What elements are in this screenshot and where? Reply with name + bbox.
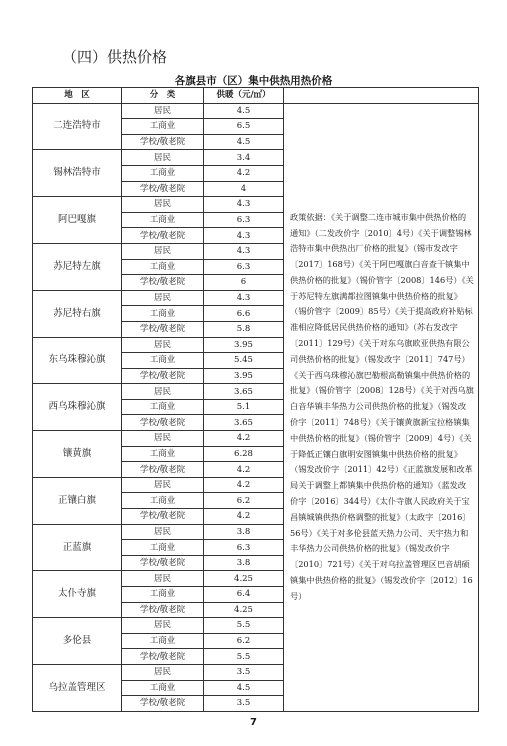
category-cell: 学校/敬老院 bbox=[122, 228, 204, 244]
price-cell: 5.5 bbox=[204, 618, 284, 634]
price-cell: 4.5 bbox=[204, 134, 284, 150]
price-cell: 4.2 bbox=[204, 477, 284, 493]
price-cell: 5.45 bbox=[204, 353, 284, 369]
header-price: 供暖（元/㎡） bbox=[204, 88, 284, 104]
price-cell: 6 bbox=[204, 275, 284, 291]
price-cell: 6.4 bbox=[204, 587, 284, 603]
price-cell: 4.3 bbox=[204, 197, 284, 213]
price-cell: 3.8 bbox=[204, 524, 284, 540]
price-cell: 4.3 bbox=[204, 243, 284, 259]
category-cell: 学校/敬老院 bbox=[122, 649, 204, 665]
price-cell: 4.5 bbox=[204, 680, 284, 696]
category-cell: 工商业 bbox=[122, 212, 204, 228]
category-cell: 工商业 bbox=[122, 259, 204, 275]
category-cell: 工商业 bbox=[122, 165, 204, 181]
category-cell: 居民 bbox=[122, 431, 204, 447]
category-cell: 工商业 bbox=[122, 306, 204, 322]
price-cell: 4.2 bbox=[204, 509, 284, 525]
policy-basis-text: 政策依据：《关于调整二连市城市集中供热价格的通知》（二发改价字〔2010〕4号）《关于调整锡林浩特市集中供热出厂价格的批复》（锡市发改字〔2017〕168号）《关于阿巴嘎旗白音查干镇集中供热价格的批复》（锡价管字〔2008〕146号）《关于苏尼特左旗满都拉图镇集中供热价格的批复》（锡价管字〔2009〕85号）《关于提高政府补贴标准相应降低居民供热价格的通知》（苏右发改字〔2011〕129号）《关于对东乌旗欧亚供热有限公司供热价格的批复》（锡发改字〔2011〕747号）《关于西乌珠穆沁旗巴勒根高勒镇集中供热价格的批复》（锡价管字〔2008〕128号）《关于对西乌旗白音华镇丰华热力公司供热价格的批复》（锡发改价字〔2011〕748号）《关于镶黄旗新宝拉格镇集中供热价格的批复》（锡价管字〔2009〕4号）《关于降低正镶白旗明安图镇集中供热价格的批复》（锡发改价字〔2011〕42号）《正蓝旗发展和改革局关于调整上都镇集中供热价格的通知》（蓝发改价字〔2016〕344号）《太仆寺旗人民政府关于宝昌镇城镇供热价格调整的批复》（太政字〔2016〕56号）《关于对多伦县蓝天热力公司、天宇热力和丰华热力公司供热价格的批复》（锡发改价字〔2010〕721号）《关于对乌拉盖管理区巴音胡硕镇集中供热价格的批复》（锡发改价字〔2012〕16号） bbox=[284, 103, 479, 711]
category-cell: 工商业 bbox=[122, 493, 204, 509]
category-cell: 工商业 bbox=[122, 353, 204, 369]
category-cell: 居民 bbox=[122, 103, 204, 119]
category-cell: 居民 bbox=[122, 337, 204, 353]
price-cell: 5.8 bbox=[204, 321, 284, 337]
price-cell: 4.5 bbox=[204, 103, 284, 119]
region-name: 西乌珠穆沁旗 bbox=[33, 384, 122, 431]
category-cell: 学校/敬老院 bbox=[122, 462, 204, 478]
price-cell: 4.3 bbox=[204, 228, 284, 244]
price-cell: 6.6 bbox=[204, 306, 284, 322]
price-cell: 3.95 bbox=[204, 337, 284, 353]
price-cell: 3.95 bbox=[204, 368, 284, 384]
category-cell: 工商业 bbox=[122, 587, 204, 603]
price-cell: 5.1 bbox=[204, 399, 284, 415]
header-policy bbox=[284, 88, 479, 104]
category-cell: 居民 bbox=[122, 618, 204, 634]
section-title: （四）供热价格 bbox=[62, 48, 168, 66]
category-cell: 学校/敬老院 bbox=[122, 696, 204, 712]
price-cell: 3.65 bbox=[204, 415, 284, 431]
region-name: 苏尼特右旗 bbox=[33, 290, 122, 337]
price-cell: 4.2 bbox=[204, 431, 284, 447]
page-number: 7 bbox=[250, 717, 257, 728]
price-cell: 4.3 bbox=[204, 290, 284, 306]
category-cell: 居民 bbox=[122, 290, 204, 306]
region-name: 多伦县 bbox=[33, 618, 122, 665]
region-name: 阿巴嘎旗 bbox=[33, 197, 122, 244]
table-title: 各旗县市（区）集中供热用热价格 bbox=[174, 75, 333, 87]
region-name: 乌拉盖管理区 bbox=[33, 664, 122, 711]
price-cell: 6.3 bbox=[204, 259, 284, 275]
price-cell: 3.5 bbox=[204, 664, 284, 680]
category-cell: 学校/敬老院 bbox=[122, 415, 204, 431]
price-cell: 3.4 bbox=[204, 150, 284, 166]
category-cell: 学校/敬老院 bbox=[122, 555, 204, 571]
category-cell: 学校/敬老院 bbox=[122, 134, 204, 150]
price-cell: 3.8 bbox=[204, 555, 284, 571]
category-cell: 学校/敬老院 bbox=[122, 509, 204, 525]
category-cell: 工商业 bbox=[122, 399, 204, 415]
price-cell: 4.2 bbox=[204, 462, 284, 478]
region-name: 正蓝旗 bbox=[33, 524, 122, 571]
region-name: 太仆寺旗 bbox=[33, 571, 122, 618]
header-category: 分 类 bbox=[122, 88, 204, 104]
price-cell: 4 bbox=[204, 181, 284, 197]
category-cell: 学校/敬老院 bbox=[122, 275, 204, 291]
category-cell: 居民 bbox=[122, 664, 204, 680]
region-name: 锡林浩特市 bbox=[33, 150, 122, 197]
header-region: 地 区 bbox=[33, 88, 122, 104]
category-cell: 居民 bbox=[122, 243, 204, 259]
category-cell: 工商业 bbox=[122, 119, 204, 135]
category-cell: 工商业 bbox=[122, 633, 204, 649]
price-cell: 6.3 bbox=[204, 540, 284, 556]
category-cell: 居民 bbox=[122, 384, 204, 400]
price-cell: 6.2 bbox=[204, 493, 284, 509]
region-name: 正镶白旗 bbox=[33, 477, 122, 524]
price-cell: 5.5 bbox=[204, 649, 284, 665]
price-cell: 3.5 bbox=[204, 696, 284, 712]
category-cell: 居民 bbox=[122, 477, 204, 493]
region-name: 苏尼特左旗 bbox=[33, 243, 122, 290]
price-cell: 6.3 bbox=[204, 212, 284, 228]
region-name: 二连浩特市 bbox=[33, 103, 122, 150]
price-cell: 4.2 bbox=[204, 165, 284, 181]
category-cell: 学校/敬老院 bbox=[122, 602, 204, 618]
price-cell: 4.25 bbox=[204, 571, 284, 587]
category-cell: 工商业 bbox=[122, 540, 204, 556]
category-cell: 工商业 bbox=[122, 680, 204, 696]
price-cell: 3.65 bbox=[204, 384, 284, 400]
category-cell: 学校/敬老院 bbox=[122, 368, 204, 384]
region-name: 镶黄旗 bbox=[33, 431, 122, 478]
category-cell: 居民 bbox=[122, 571, 204, 587]
category-cell: 居民 bbox=[122, 150, 204, 166]
category-cell: 居民 bbox=[122, 524, 204, 540]
table-row bbox=[33, 103, 479, 119]
price-cell: 6.28 bbox=[204, 446, 284, 462]
category-cell: 居民 bbox=[122, 197, 204, 213]
price-cell: 6.5 bbox=[204, 119, 284, 135]
table-header-row bbox=[33, 88, 479, 104]
heating-price-table bbox=[32, 87, 479, 712]
price-cell: 4.25 bbox=[204, 602, 284, 618]
category-cell: 工商业 bbox=[122, 446, 204, 462]
price-cell: 6.2 bbox=[204, 633, 284, 649]
region-name: 东乌珠穆沁旗 bbox=[33, 337, 122, 384]
category-cell: 学校/敬老院 bbox=[122, 321, 204, 337]
category-cell: 学校/敬老院 bbox=[122, 181, 204, 197]
